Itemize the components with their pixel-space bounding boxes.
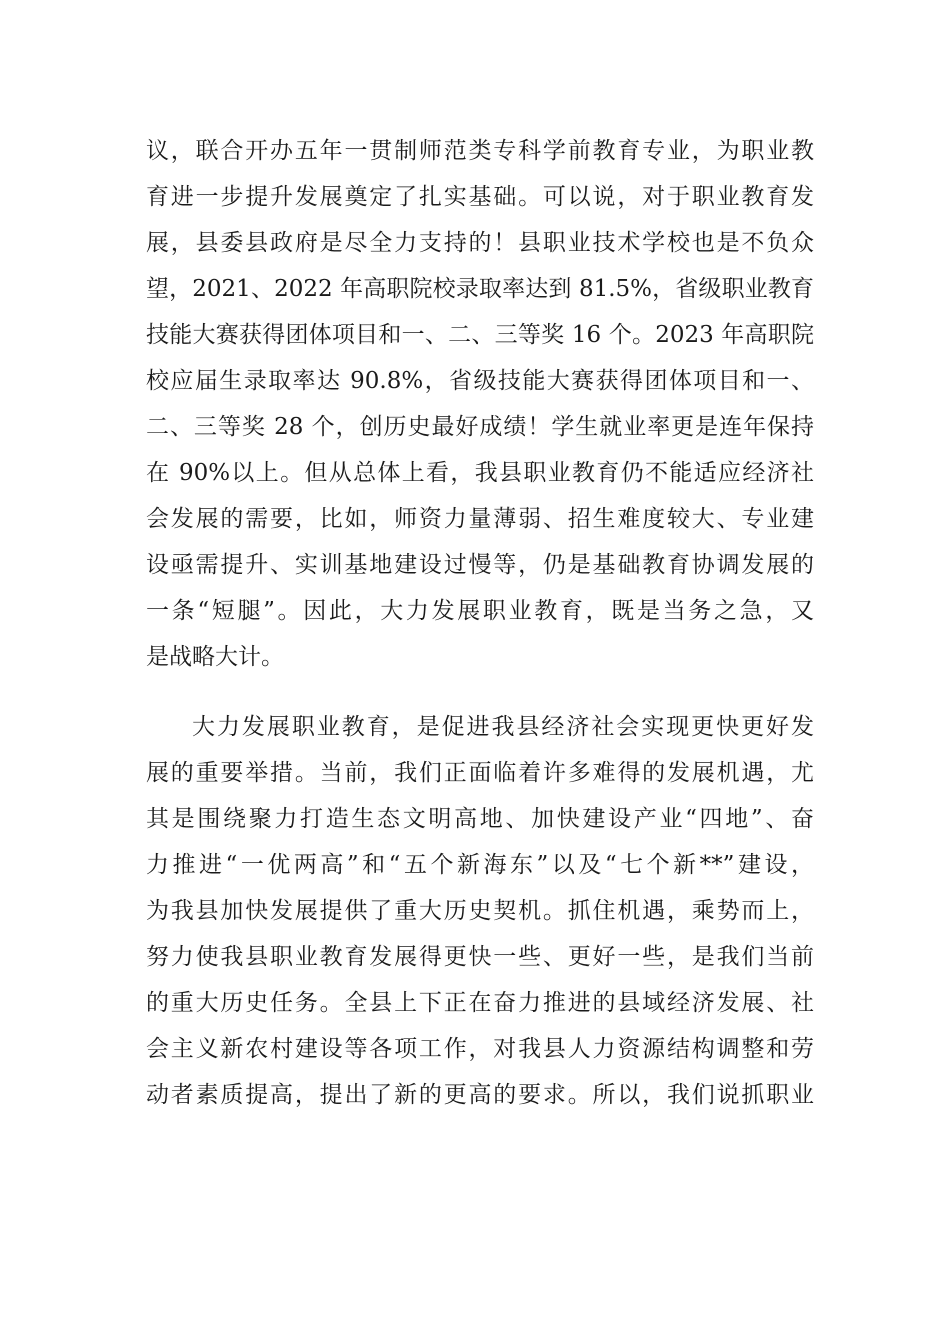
text-line: 的重大历史任务。全县上下正在奋力推进的县域经济发展、社	[146, 990, 814, 1016]
text-line: 会发展的需要，比如，师资力量薄弱、招生难度较大、专业建	[146, 506, 814, 532]
text-line: 二、三等奖 28 个，创历史最好成绩！学生就业率更是连年保持	[146, 414, 814, 440]
text-line: 力推进“一优两高”和“五个新海东”以及“七个新**”建设，	[146, 852, 814, 878]
text-line: 设亟需提升、实训基地建设过慢等，仍是基础教育协调发展的	[146, 552, 814, 578]
text-line: 育进一步提升发展奠定了扎实基础。可以说，对于职业教育发	[146, 184, 814, 210]
text-line: 在 90%以上。但从总体上看，我县职业教育仍不能适应经济社	[146, 460, 814, 486]
paragraph-1	[146, 128, 814, 680]
text-line: 为我县加快发展提供了重大历史契机。抓住机遇，乘势而上，	[146, 898, 814, 924]
text-line: 一条“短腿”。因此，大力发展职业教育，既是当务之急，又	[146, 598, 814, 624]
text-line: 技能大赛获得团体项目和一、二、三等奖 16 个。2023 年高职院	[146, 322, 814, 348]
paragraph-2	[146, 704, 814, 1118]
text-line: 其是围绕聚力打造生态文明高地、加快建设产业“四地”、奋	[146, 806, 814, 832]
document-body	[146, 128, 814, 1118]
text-line: 展，县委县政府是尽全力支持的！县职业技术学校也是不负众	[146, 230, 814, 256]
text-line: 大力发展职业教育，是促进我县经济社会实现更快更好发	[192, 714, 814, 740]
text-line: 望，2021、2022 年高职院校录取率达到 81.5%，省级职业教育	[146, 276, 814, 302]
text-line: 展的重要举措。当前，我们正面临着许多难得的发展机遇，尤	[146, 760, 814, 786]
text-line: 是战略大计。	[146, 644, 284, 670]
text-line: 议，联合开办五年一贯制师范类专科学前教育专业，为职业教	[146, 138, 814, 164]
text-line: 校应届生录取率达 90.8%，省级技能大赛获得团体项目和一、	[146, 368, 814, 394]
text-line: 努力使我县职业教育发展得更快一些、更好一些，是我们当前	[146, 944, 814, 970]
text-line: 动者素质提高，提出了新的更高的要求。所以，我们说抓职业	[146, 1082, 814, 1108]
paragraph-spacer	[146, 680, 814, 704]
text-line: 会主义新农村建设等各项工作，对我县人力资源结构调整和劳	[146, 1036, 814, 1062]
